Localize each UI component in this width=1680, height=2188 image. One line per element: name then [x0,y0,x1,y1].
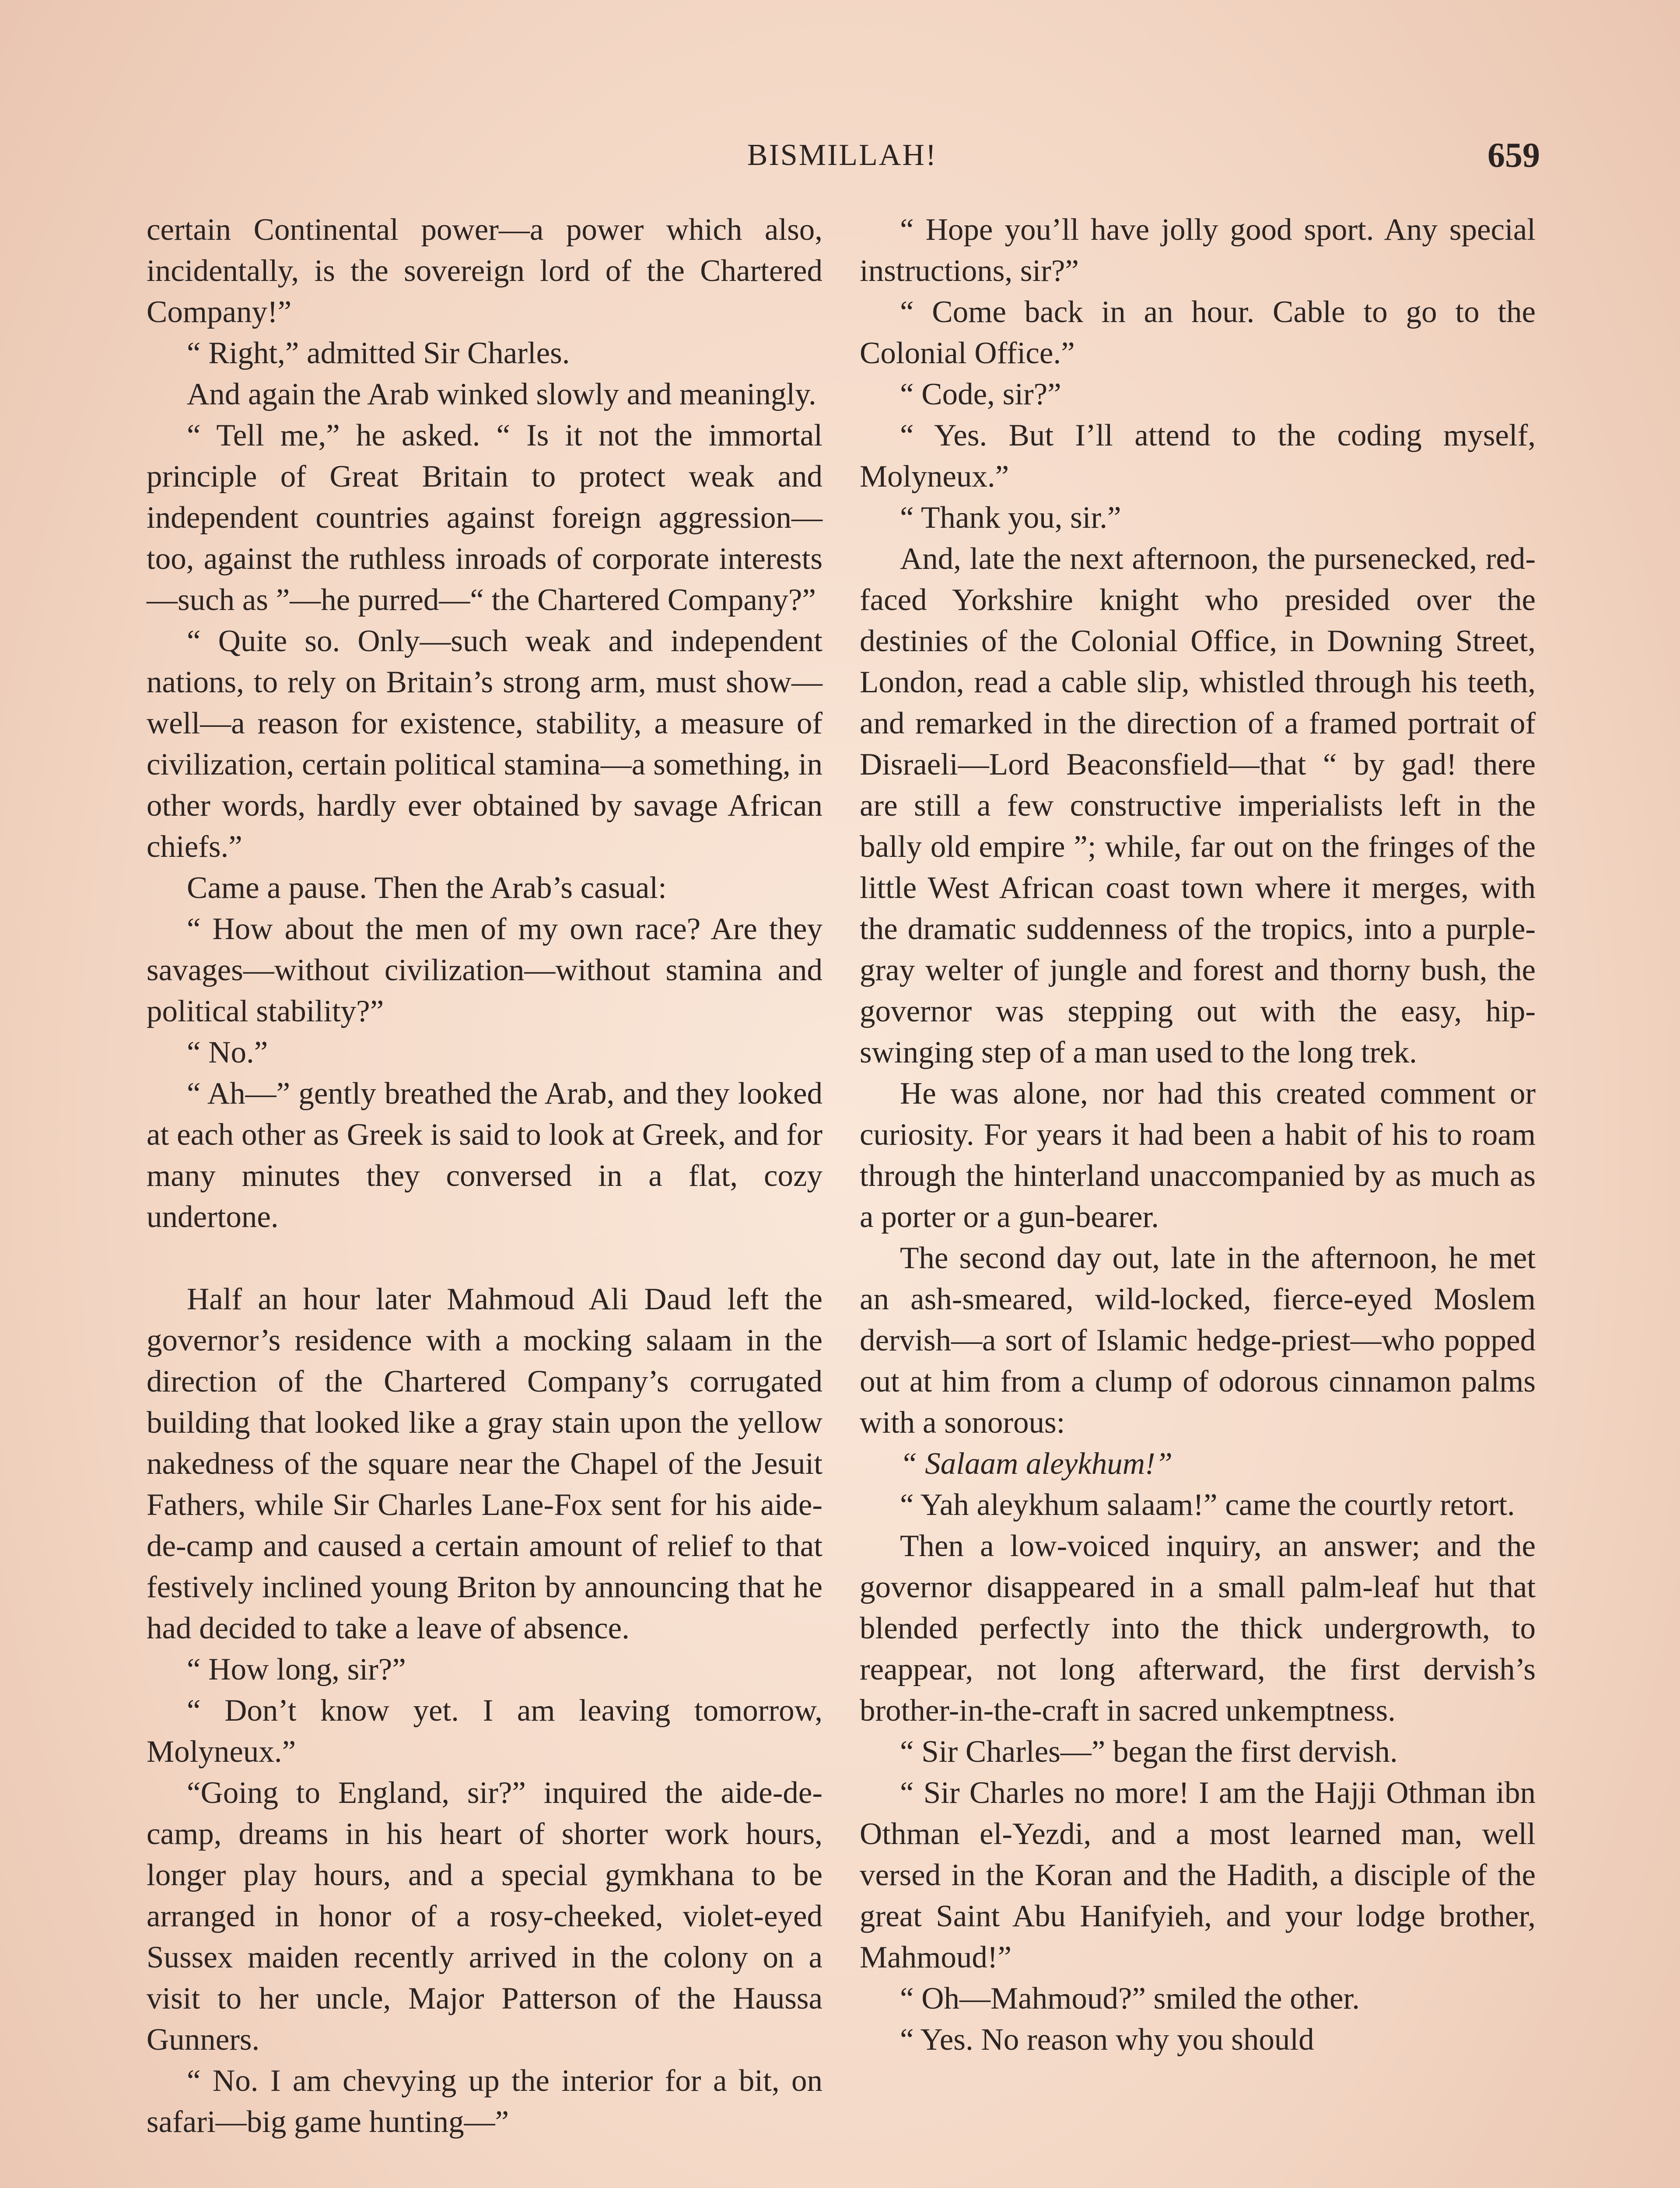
paragraph: And, late the next afternoon, the pursenecked, red-faced Yorkshire knight who presided over the destinies of the Colonial Office, in Downing Street, London, read a cable slip, whistled through his teeth, and remarked in the direction of a framed portrait of Disraeli—Lord Beaconsfield—that “ by gad! there are still a few constructive imperialists left in the bally old empire ”; while, far out on the fringes of the little West African coast town where it merges, with the dramatic suddenness of the tropics, into a purple-gray welter of jungle and forest and thorny bush, the governor was stepping out with the easy, hip-swinging step of a man used to the long trek. [860,542,1536,1069]
paragraph: Half an hour later Mahmoud Ali Daud left the governor’s residence with a mocking salaam in the direction of the Chartered Company’s corrugated building that looked like a gray stain upon the yellow nakedness of the square near the Chapel of the Jesuit Fathers, while Sir Charles Lane-Fox sent for his aide-de-camp and caused a certain amount of relief to that festively inclined young Briton by announcing that he had decided to take a leave of absence. [147,1282,822,1645]
paragraph: He was alone, nor had this created comment or curiosity. For years it had been a habit of his to roam through the hinterland unaccompanied by as much as a porter or a gun-bearer. [860,1076,1536,1234]
paragraph: “ Sir Charles no more! I am the Hajji Othman ibn Othman el-Yezdi, and a most learned man, well versed in the Koran and the Hadith, a disciple of the great Saint Abu Hanifyieh, and your lodge brother, Mahmoud!” [860,1776,1536,1974]
left-column [147,209,822,2142]
paragraph: “ How about the men of my own race? Are they savages—without civilization—without stamina and political stability?” [147,912,822,1028]
paragraph: “ Salaam aleykhum!” [900,1447,1173,1481]
paragraph: “ Oh—Mahmoud?” smiled the other. [900,1981,1360,2016]
paragraph: And again the Arab winked slowly and meaningly. [187,377,816,411]
paragraph: “ Yes. But I’ll attend to the coding myself, Molyneux.” [860,418,1536,494]
page-header [144,131,1540,179]
page-number: 659 [1488,136,1540,175]
right-column [860,209,1536,2060]
paragraph: “ Thank you, sir.” [900,501,1121,535]
paragraph: “ How long, sir?” [187,1652,406,1687]
paragraph: “ Come back in an hour. Cable to go to the Colonial Office.” [860,295,1536,370]
paragraph: “Going to England, sir?” inquired the aide-de-camp, dreams in his heart of shorter work hours, longer play hours, and a special gymkhana to be arranged in honor of a rosy-cheeked, violet-eyed Sussex maiden recently arrived in the colony on a visit to her uncle, Major Patterson of the Haussa Gunners. [147,1776,822,2057]
paragraph: “ Sir Charles—” began the first dervish. [900,1735,1398,1769]
paragraph: “ Hope you’ll have jolly good sport. Any special instructions, sir?” [860,213,1536,288]
paragraph: certain Continental power—a power which also, incidentally, is the sovereign lord of the Chartered Company!” [147,213,822,329]
paragraph: “ Right,” admitted Sir Charles. [187,336,570,370]
paragraph: “ Ah—” gently breathed the Arab, and they looked at each other as Greek is said to look at Greek, and for many minutes they conversed in a flat, cozy undertone. [147,1076,822,1234]
paragraph: Then a low-voiced inquiry, an answer; and the governor disappeared in a small palm-leaf hut that blended perfectly into the thick undergrowth, to reappear, not long afterward, the first dervish’s brother-in-the-craft in sacred unkemptness. [860,1529,1536,1728]
paragraph: “ Tell me,” he asked. “ Is it not the immortal principle of Great Britain to protect weak and independent countries against foreign aggression—too, against the ruthless inroads of corporate interests—such as ”—he purred—“ the Chartered Company?” [147,418,822,617]
paragraph: “ No. I am chevying up the interior for a bit, on safari—big game hunting—” [147,2064,822,2139]
paragraph: “ Yes. No reason why you should [900,2023,1314,2057]
paragraph: “ No.” [187,1035,268,1069]
paragraph: “ Quite so. Only—such weak and independent nations, to rely on Britain’s strong arm, must show—well—a reason for existence, stability, a measure of civilization, certain political stamina—a something, in other words, hardly ever obtained by savage African chiefs.” [147,624,822,864]
paragraph: “ Yah aleykhum salaam!” came the courtly retort. [900,1488,1515,1522]
paragraph: Came a pause. Then the Arab’s casual: [187,871,667,905]
paragraph: “ Don’t know yet. I am leaving tomorrow, Molyneux.” [147,1694,822,1769]
running-title: BISMILLAH! [747,138,938,172]
paragraph: “ Code, sir?” [900,377,1061,411]
paragraph: The second day out, late in the afternoon, he met an ash-smeared, wild-locked, fierce-eyed Moslem dervish—a sort of Islamic hedge-priest—who popped out at him from a clump of odorous cinnamon palms with a sonorous: [860,1241,1536,1440]
